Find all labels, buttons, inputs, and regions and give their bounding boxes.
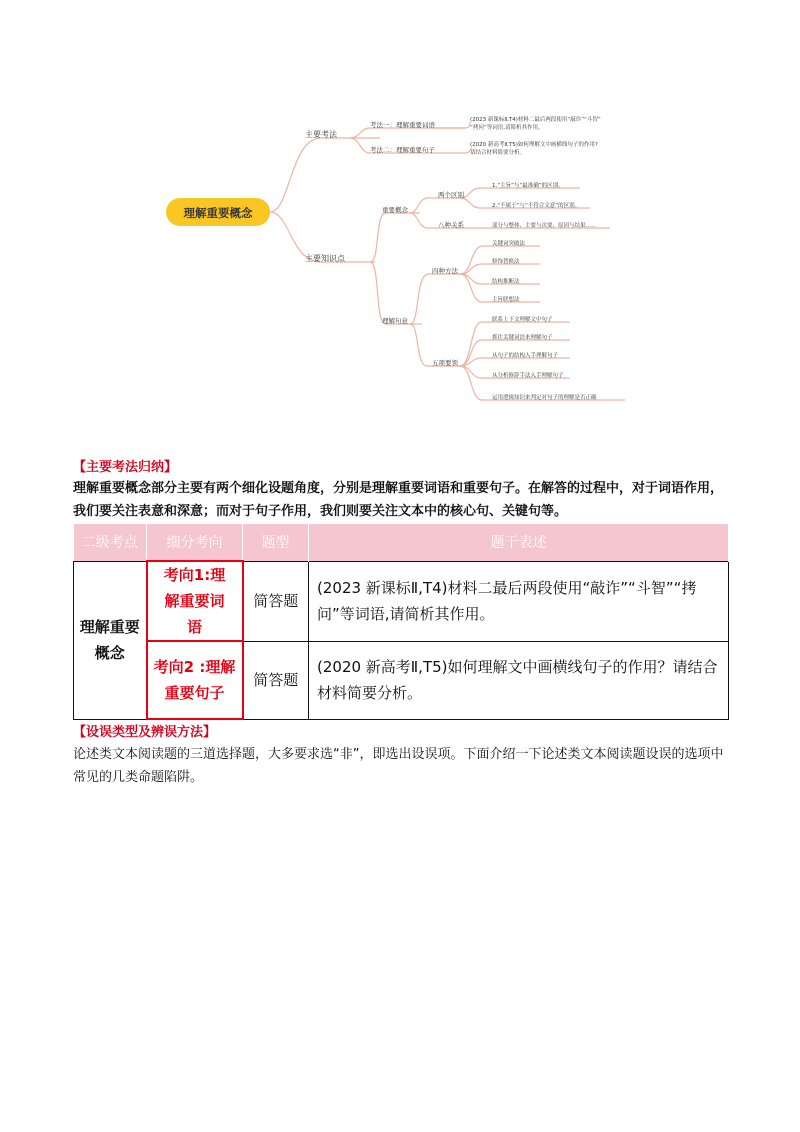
mind-map-root: 理解重要概念 <box>183 206 253 220</box>
mind-map <box>160 110 640 410</box>
point-item-4: 从分析修辞手法入手理解句子 <box>492 373 564 379</box>
two-diff-item-1: 1.“主旨”与“最准确”的区别。 <box>492 183 564 189</box>
table-row <box>74 641 729 719</box>
header-stem: 题干表述 <box>309 524 729 561</box>
exam-method-1-desc-2: “拷问”等词语,请简析其作用。 <box>470 125 544 131</box>
node-five-points: 五项要领 <box>432 359 458 367</box>
eight-rel-item: 部分与整体、主要与次要、原因与结果…… <box>492 223 597 229</box>
section-title-error-types: 【设误类型及辨误方法】 <box>73 725 217 740</box>
method-item-4: 主旨联想法 <box>492 297 520 303</box>
exam-method-2-desc-2: 请结合材料简要分析。 <box>470 150 526 156</box>
point-item-1: 联系上下文理解文中句子 <box>492 317 553 323</box>
node-concepts: 重要概念 <box>382 206 408 214</box>
header-level2: 二级考点 <box>74 524 147 561</box>
direction-cell-2: 考向2 :理解重要句子 <box>147 641 243 719</box>
branch-exam: 主要考法 <box>305 130 337 139</box>
node-eight-rel: 八种关系 <box>438 221 464 229</box>
header-direction: 细分考向 <box>147 524 243 561</box>
node-sentences: 理解句意 <box>382 317 408 325</box>
branch-knowledge: 主要知识点 <box>305 254 345 263</box>
method-item-1: 关键词突破法 <box>492 241 526 247</box>
point-item-3: 从句子的结构入手理解句子 <box>492 353 559 359</box>
method-item-3: 结构推断法 <box>492 279 520 285</box>
node-two-diff: 两个区别 <box>438 191 464 199</box>
table-row <box>74 561 729 641</box>
point-item-5: 运用逻辑知识来判定对句子的理解是否正确 <box>492 395 597 401</box>
desc-cell-2: (2020 新高考Ⅱ,T5)如何理解文中画横线句子的作用？请结合材料简要分析。 <box>309 641 729 719</box>
point-item-2: 抓住关键词语来理解句子 <box>492 335 553 341</box>
type-cell-1: 简答题 <box>243 561 309 641</box>
table-header-row <box>74 524 729 561</box>
exam-method-1-desc-1: (2023 新课标Ⅱ,T4)材料二最后两段使用“敲诈”“斗智” <box>470 117 601 123</box>
exam-method-2: 考法二：理解重要句子 <box>370 146 435 154</box>
desc-cell-1: (2023 新课标Ⅱ,T4)材料二最后两段使用“敲诈”“斗智”“拷问”等词语,请简析其作用。 <box>309 561 729 641</box>
exam-method-2-desc-1: (2020 新高考Ⅱ,T5)如何理解文中画横线句子的作用? <box>470 142 598 148</box>
direction-cell-1: 考向1:理解重要词语 <box>147 561 243 641</box>
type-cell-2: 简答题 <box>243 641 309 719</box>
exam-table <box>73 524 729 720</box>
method-item-2: 修饰替换法 <box>492 259 520 265</box>
header-type: 题型 <box>243 524 309 561</box>
main-methods-paragraph: 理解重要概念部分主要有两个细化设题角度，分别是理解重要词语和重要句子。在解答的过程中，对于词语作用，我们要关注表意和深意；而对于句子作用，我们则要关注文本中的核心句、关键句等。 <box>73 481 724 519</box>
section-title-main-methods: 【主要考法归纳】 <box>73 460 178 475</box>
two-diff-item-2: 2.“不属于”与“不符合文意”的区别。 <box>492 203 581 209</box>
exam-method-1: 考法一：理解重要词语 <box>370 121 435 129</box>
concept-cell: 理解重要概念 <box>74 561 147 719</box>
error-types-paragraph: 论述类文本阅读题的三道选择题，大多要求选“非”，即选出设误项。下面介绍一下论述类文本阅读题设误的选项中常见的几类命题陷阱。 <box>73 747 724 785</box>
node-four-methods: 四种方法 <box>432 267 458 275</box>
